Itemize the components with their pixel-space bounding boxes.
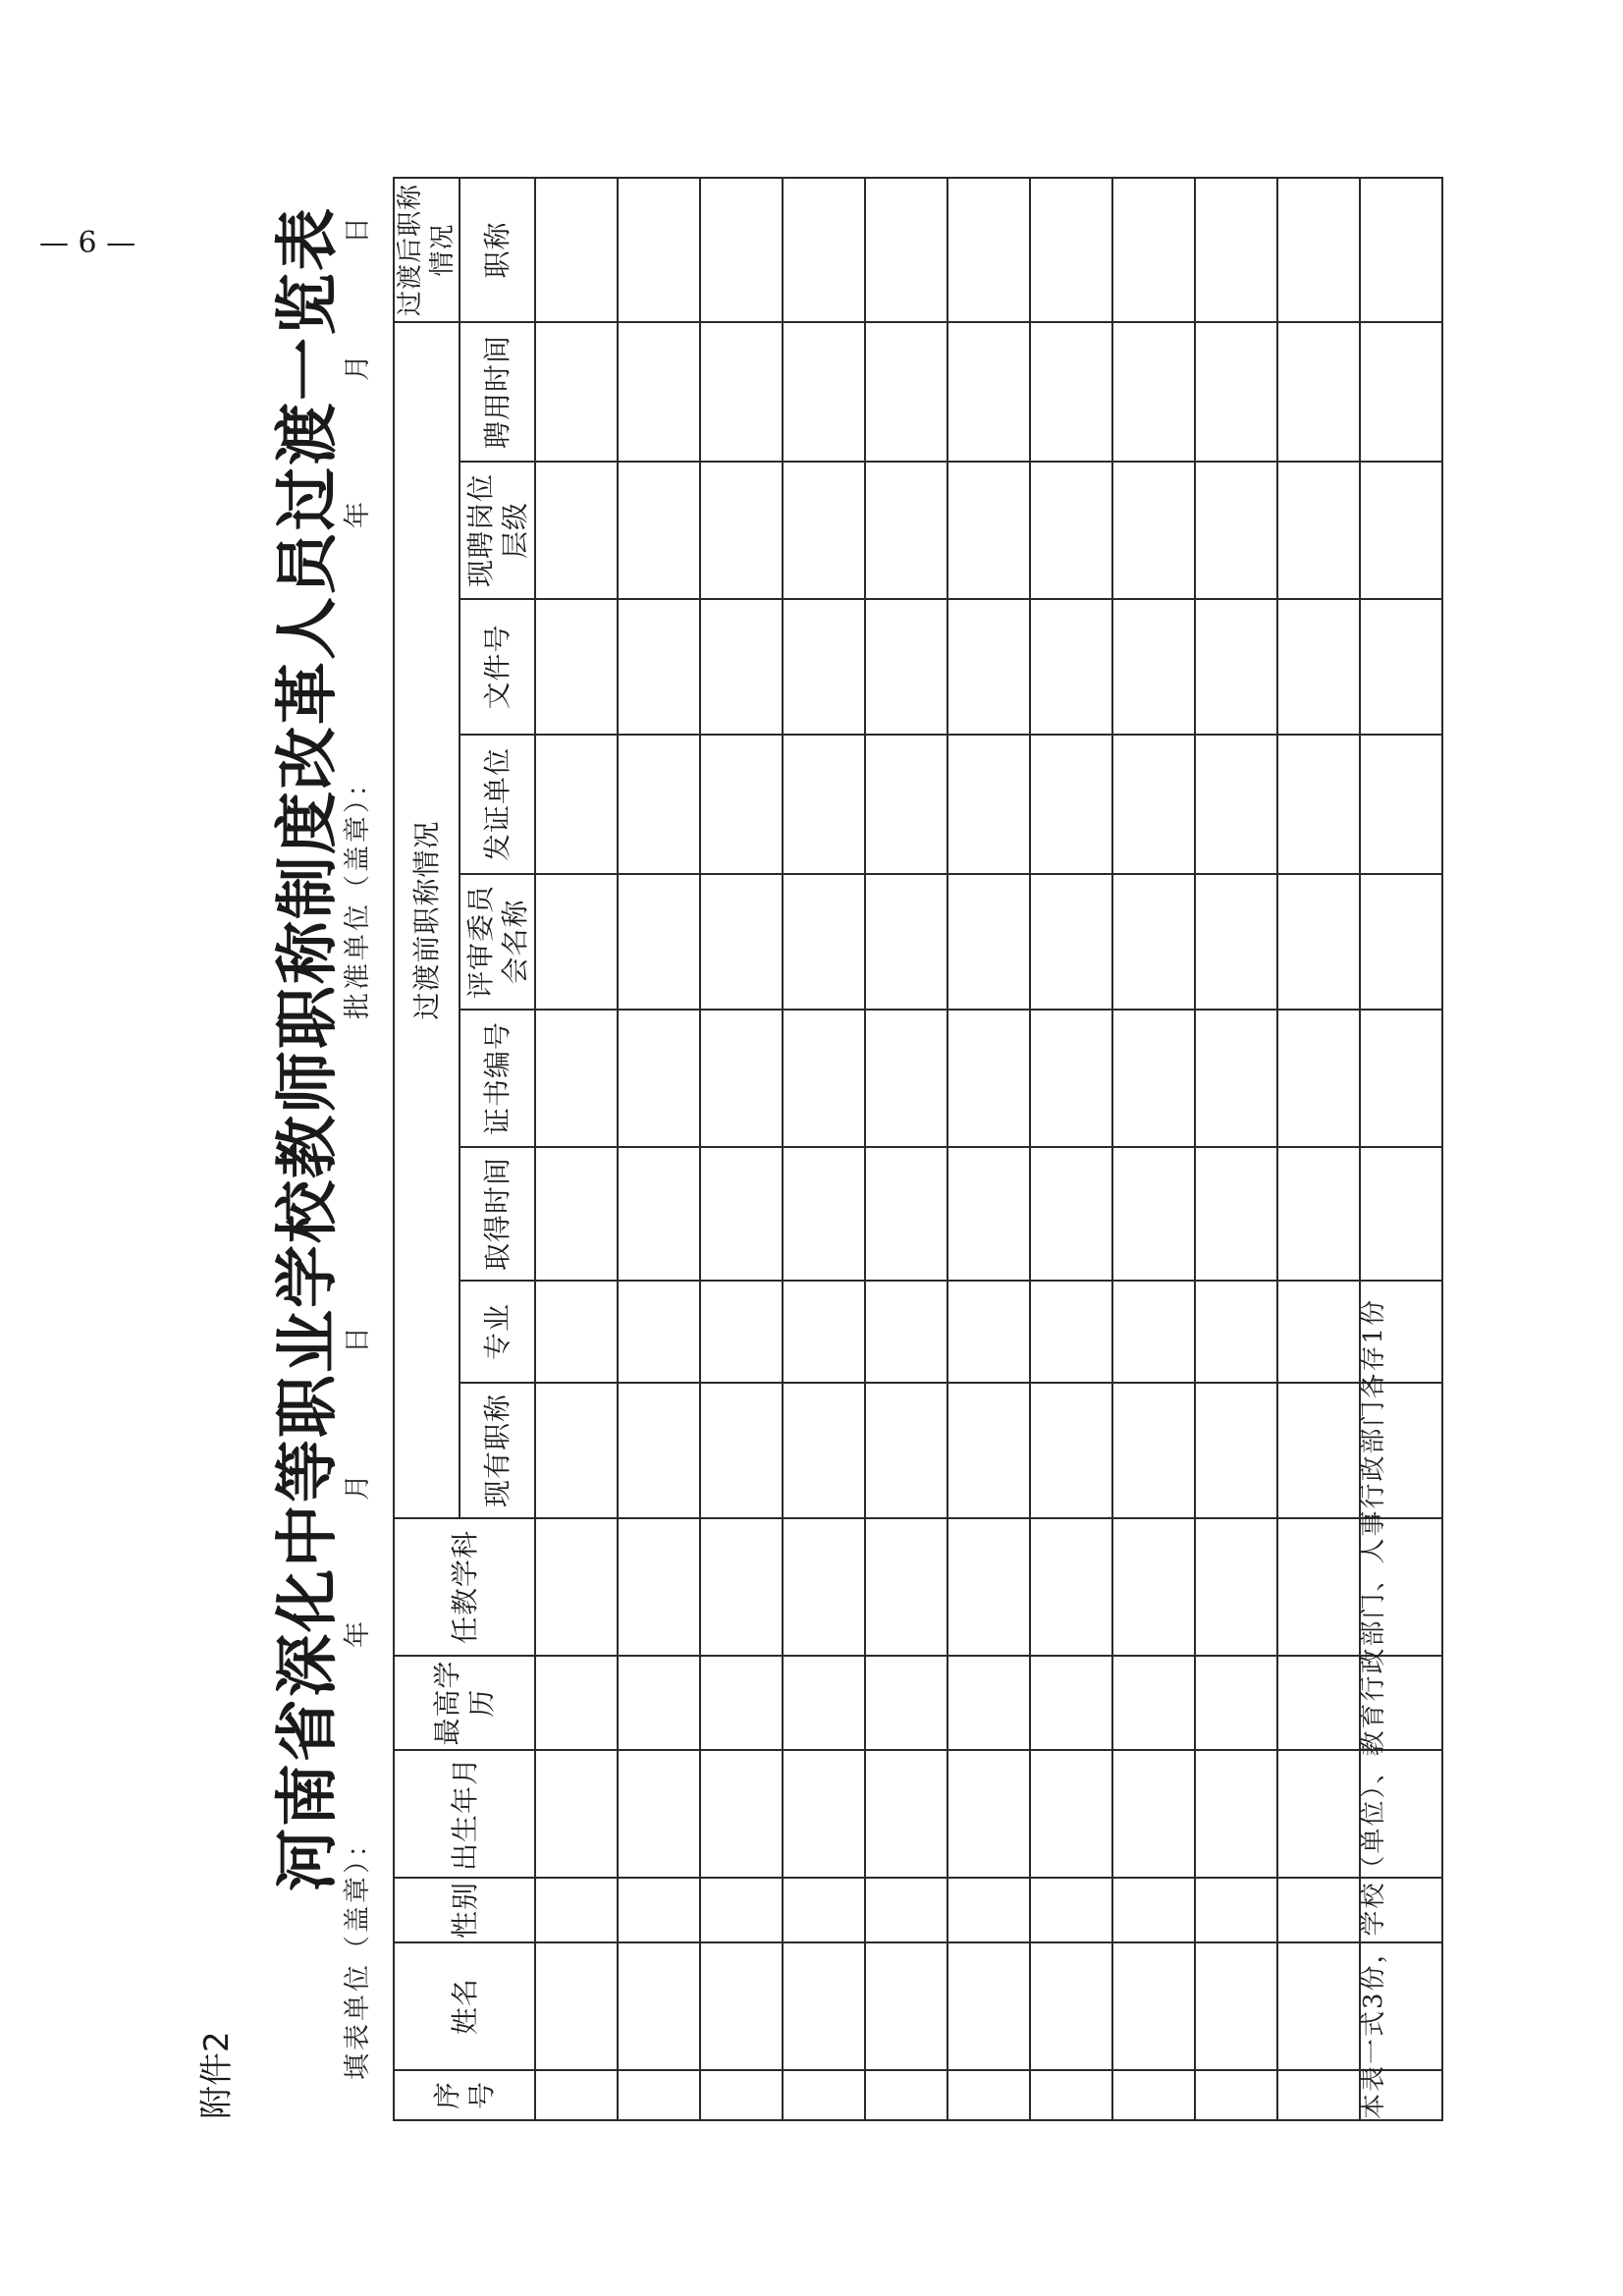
table-cell[interactable] [1112,1750,1195,1878]
table-cell[interactable] [700,1010,783,1147]
table-cell[interactable] [535,1383,618,1518]
table-cell[interactable] [1112,1010,1195,1147]
table-cell[interactable] [947,735,1030,874]
table-cell[interactable] [700,1383,783,1518]
table-cell[interactable] [1360,1010,1442,1147]
table-cell[interactable] [865,1281,947,1383]
table-cell[interactable] [1360,322,1442,462]
approve-unit-day: 日 [343,214,373,244]
table-row [865,178,947,2120]
table-cell[interactable] [783,874,865,1010]
table-cell[interactable] [947,1010,1030,1147]
table-cell[interactable] [947,1518,1030,1656]
table-cell[interactable] [1195,1383,1277,1518]
table-row [1277,178,1360,2120]
table-cell[interactable] [1360,735,1442,874]
table-cell[interactable] [783,1878,865,1942]
table-cell[interactable] [865,1750,947,1878]
table-cell[interactable] [865,1383,947,1518]
table-cell[interactable] [1030,1147,1112,1281]
approve-unit-month: 月 [343,352,373,381]
table-cell[interactable] [700,1518,783,1656]
table-cell[interactable] [865,599,947,735]
table-cell[interactable] [618,2070,700,2120]
table-cell[interactable] [535,1656,618,1750]
table-cell[interactable] [535,322,618,462]
header-seq: 序号 [394,2070,535,2120]
table-cell[interactable] [618,1010,700,1147]
table-row [783,178,865,2120]
table-cell[interactable] [535,1750,618,1878]
header-birth: 出生年月 [394,1750,535,1878]
header-name: 姓名 [394,1942,535,2070]
header-before-group: 过渡前职称情况 [394,322,460,1518]
table-cell[interactable] [947,1147,1030,1281]
table-cell[interactable] [1112,735,1195,874]
table-cell[interactable] [1277,735,1360,874]
table-cell[interactable] [700,1750,783,1878]
table-cell[interactable] [865,735,947,874]
table-cell[interactable] [618,1281,700,1383]
approve-unit-year: 年 [343,499,373,528]
table-cell[interactable] [618,599,700,735]
table-cell[interactable] [1277,1878,1360,1942]
approve-unit-label: 批准单位（盖章）： [343,767,373,1019]
table-cell[interactable] [947,1942,1030,2070]
table-cell[interactable] [783,178,865,322]
table-cell[interactable] [700,735,783,874]
table-cell[interactable] [783,1147,865,1281]
header-post-level: 现聘岗位层级 [460,462,535,599]
table-cell[interactable] [1195,1010,1277,1147]
table-cell[interactable] [1277,322,1360,462]
table-cell[interactable] [700,1147,783,1281]
table-cell[interactable] [1112,2070,1195,2120]
header-subject: 任教学科 [394,1518,535,1656]
table-cell[interactable] [535,1878,618,1942]
table-cell[interactable] [1030,874,1112,1010]
header-doc-no: 文件号 [460,599,535,735]
table-row [1030,178,1112,2120]
table-cell[interactable] [618,1942,700,2070]
table-cell[interactable] [535,874,618,1010]
table-cell[interactable] [865,178,947,322]
header-committee: 评审委员会名称 [460,874,535,1010]
table-cell[interactable] [1195,322,1277,462]
table-cell[interactable] [1277,1656,1360,1750]
table-cell[interactable] [1195,1656,1277,1750]
header-issuer: 发证单位 [460,735,535,874]
table-cell[interactable] [535,2070,618,2120]
table-cell[interactable] [1112,1383,1195,1518]
table-row [1112,178,1195,2120]
table-cell[interactable] [865,1518,947,1656]
table-cell[interactable] [1030,462,1112,599]
table-cell[interactable] [618,1656,700,1750]
table-cell[interactable] [1195,178,1277,322]
table-cell[interactable] [865,1656,947,1750]
table-cell[interactable] [783,1656,865,1750]
table-cell[interactable] [700,1878,783,1942]
table-cell[interactable] [947,178,1030,322]
table-cell[interactable] [1112,1878,1195,1942]
table-cell[interactable] [535,1518,618,1656]
table-cell[interactable] [618,735,700,874]
footnote: 本表一式3份，学校（单位）、教育行政部门、人事行政部门各存1份 [1359,1297,1388,2119]
table-cell[interactable] [1112,1147,1195,1281]
header-current-title: 现有职称 [460,1383,535,1518]
table-cell[interactable] [1030,735,1112,874]
table-cell[interactable] [1360,874,1442,1010]
table-cell[interactable] [1030,1942,1112,2070]
table-cell[interactable] [1195,874,1277,1010]
header-gender: 性别 [394,1878,535,1942]
table-cell[interactable] [947,874,1030,1010]
table-cell[interactable] [947,1383,1030,1518]
table-cell[interactable] [865,1878,947,1942]
table-cell[interactable] [865,1010,947,1147]
table-cell[interactable] [947,2070,1030,2120]
table-cell[interactable] [947,1878,1030,1942]
header-after-group: 过渡后职称情况 [394,178,460,322]
table-row [700,178,783,2120]
table-cell[interactable] [947,1281,1030,1383]
table-cell[interactable] [1277,599,1360,735]
table-cell[interactable] [947,1750,1030,1878]
table-cell[interactable] [700,1281,783,1383]
table-cell[interactable] [1195,1518,1277,1656]
header-cert-no: 证书编号 [460,1010,535,1147]
table-cell[interactable] [1030,178,1112,322]
table-cell[interactable] [1112,1942,1195,2070]
table-row [535,178,618,2120]
table-cell[interactable] [700,2070,783,2120]
table-cell[interactable] [1030,1518,1112,1656]
fill-unit-year: 年 [343,1618,373,1648]
table-cell[interactable] [618,874,700,1010]
table-cell[interactable] [865,874,947,1010]
table-cell[interactable] [1277,1518,1360,1656]
table-cell[interactable] [783,599,865,735]
table-cell[interactable] [865,2070,947,2120]
table-cell[interactable] [1195,462,1277,599]
table-cell[interactable] [783,2070,865,2120]
table-cell[interactable] [947,1656,1030,1750]
table-cell[interactable] [618,178,700,322]
table-cell[interactable] [1195,1750,1277,1878]
table-cell[interactable] [700,178,783,322]
table-cell[interactable] [535,599,618,735]
header-education: 最高学历 [394,1656,535,1750]
table-cell[interactable] [535,1281,618,1383]
table-cell[interactable] [783,1281,865,1383]
table-cell[interactable] [1030,1010,1112,1147]
table-cell[interactable] [535,1010,618,1147]
table-cell[interactable] [1360,462,1442,599]
table-cell[interactable] [865,1147,947,1281]
header-after-title: 职称 [460,178,535,322]
table-cell[interactable] [700,1942,783,2070]
table-cell[interactable] [1195,1281,1277,1383]
table-cell[interactable] [1030,1281,1112,1383]
table-cell[interactable] [783,1518,865,1656]
table-cell[interactable] [700,1656,783,1750]
table-cell[interactable] [1360,1147,1442,1281]
table-cell[interactable] [535,735,618,874]
table-cell[interactable] [700,874,783,1010]
table-cell[interactable] [783,1383,865,1518]
table-cell[interactable] [618,462,700,599]
table-cell[interactable] [1030,1656,1112,1750]
table-cell[interactable] [947,322,1030,462]
table-cell[interactable] [1277,1147,1360,1281]
table-cell[interactable] [1195,1147,1277,1281]
table-cell[interactable] [1360,178,1442,322]
table-cell[interactable] [1112,1518,1195,1656]
table-cell[interactable] [1195,1878,1277,1942]
table-cell[interactable] [865,462,947,599]
table-cell[interactable] [1112,1656,1195,1750]
table-cell[interactable] [1277,178,1360,322]
table-cell[interactable] [865,1942,947,2070]
table-cell[interactable] [947,599,1030,735]
table-cell[interactable] [1112,462,1195,599]
table-cell[interactable] [1277,1281,1360,1383]
table-cell[interactable] [618,1147,700,1281]
fill-unit-label: 填表单位（盖章）： [343,1828,373,2080]
table-cell[interactable] [1277,1010,1360,1147]
table-cell[interactable] [700,599,783,735]
table-cell[interactable] [1277,2070,1360,2120]
table-cell[interactable] [618,322,700,462]
table-cell[interactable] [1030,1383,1112,1518]
table-cell[interactable] [535,1942,618,2070]
table-cell[interactable] [865,322,947,462]
table-cell[interactable] [1195,599,1277,735]
table-cell[interactable] [783,322,865,462]
table-cell[interactable] [1030,2070,1112,2120]
table-cell[interactable] [1360,599,1442,735]
table-cell[interactable] [1195,1942,1277,2070]
table-cell[interactable] [1030,322,1112,462]
table-cell[interactable] [535,1147,618,1281]
table-cell[interactable] [1112,874,1195,1010]
table-cell[interactable] [1277,1383,1360,1518]
table-cell[interactable] [700,462,783,599]
table-cell[interactable] [618,1383,700,1518]
table-cell[interactable] [618,1518,700,1656]
table-cell[interactable] [700,322,783,462]
annex-label: 附件2 [197,2031,237,2119]
table-cell[interactable] [783,1942,865,2070]
table-cell[interactable] [783,735,865,874]
table-cell[interactable] [1195,735,1277,874]
table-cell[interactable] [618,1750,700,1878]
table-cell[interactable] [535,462,618,599]
table-row [1195,178,1277,2120]
table-cell[interactable] [1277,1750,1360,1878]
table-cell[interactable] [1030,1750,1112,1878]
header-major: 专业 [460,1281,535,1383]
table-cell[interactable] [535,178,618,322]
table-cell[interactable] [1277,874,1360,1010]
page-number: — 6 — [39,226,136,260]
table-cell[interactable] [1112,322,1195,462]
header-hire-time: 聘用时间 [460,322,535,462]
table-cell[interactable] [1277,462,1360,599]
table-cell[interactable] [1112,1281,1195,1383]
document-title: 河南省深化中等职业学校教师职称制度改革人员过渡一览表 [271,206,345,1891]
table-cell[interactable] [1030,1878,1112,1942]
table-cell[interactable] [1195,2070,1277,2120]
table-cell[interactable] [947,462,1030,599]
transition-table [393,177,1443,2121]
table-cell[interactable] [1030,599,1112,735]
table-cell[interactable] [1112,599,1195,735]
table-row [947,178,1030,2120]
table-cell[interactable] [1112,178,1195,322]
table-cell[interactable] [1277,1942,1360,2070]
table-cell[interactable] [783,1750,865,1878]
table-cell[interactable] [783,1010,865,1147]
fill-unit-day: 日 [343,1324,373,1353]
header-obtain-time: 取得时间 [460,1147,535,1281]
table-cell[interactable] [783,462,865,599]
fill-unit-month: 月 [343,1471,373,1501]
table-cell[interactable] [618,1878,700,1942]
table-row [618,178,700,2120]
